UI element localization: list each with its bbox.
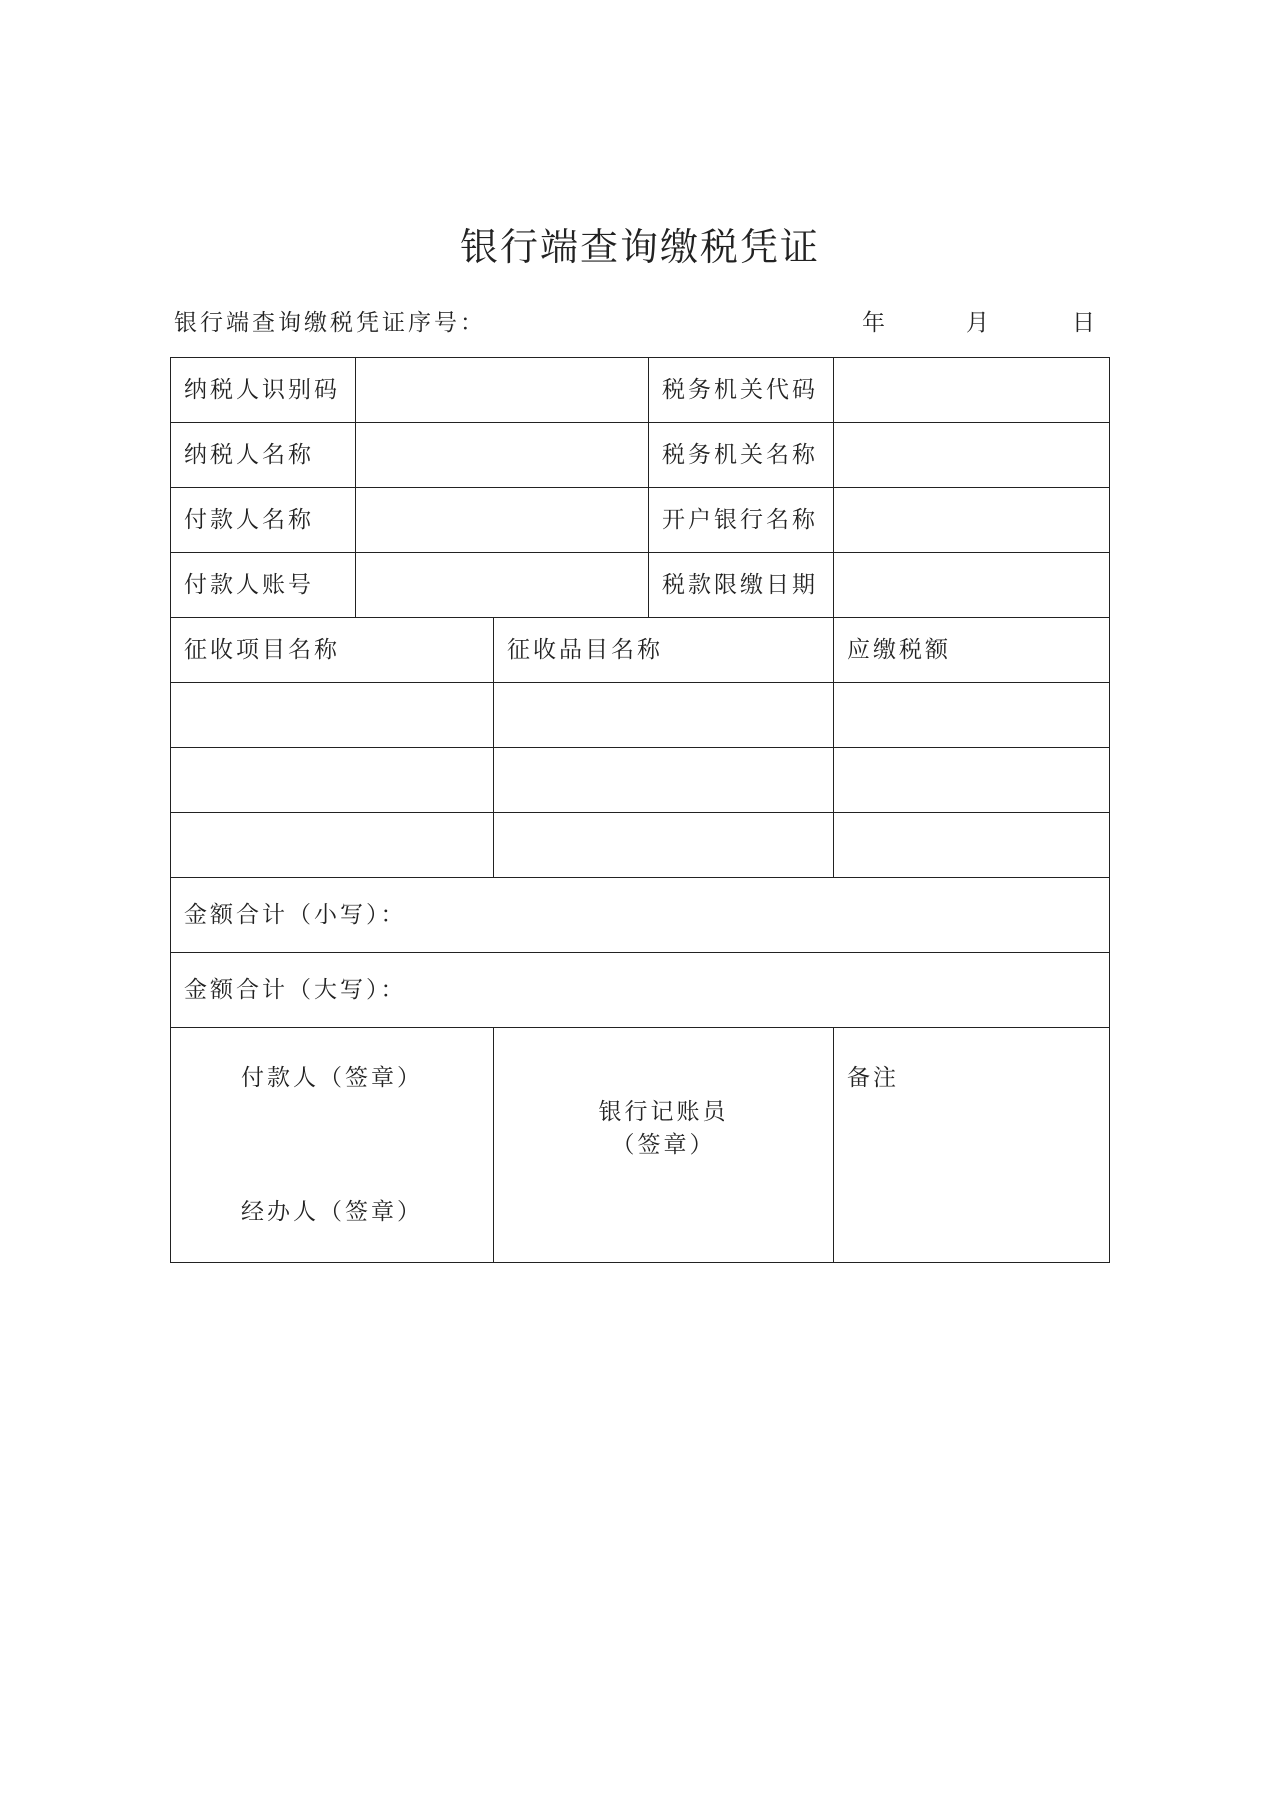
info-row [171, 423, 1110, 488]
table-row [171, 683, 1110, 748]
product-name-cell[interactable] [494, 813, 834, 878]
payer-signature-label: 付款人（签章） [241, 1065, 423, 1091]
date-year-label: 年 [862, 310, 885, 336]
product-name-header: 征收品目名称 [494, 618, 834, 683]
tax-amount-header: 应缴税额 [834, 618, 1110, 683]
tax-deadline-label: 税款限缴日期 [649, 553, 834, 618]
signature-row [171, 1028, 1110, 1263]
item-name-header: 征收项目名称 [171, 618, 494, 683]
taxpayer-name-field[interactable] [356, 423, 649, 488]
serial-number-label: 银行端查询缴税凭证序号： [174, 310, 486, 336]
date-day-label: 日 [1072, 310, 1095, 336]
tax-authority-name-label: 税务机关名称 [649, 423, 834, 488]
tax-amount-cell[interactable] [834, 813, 1110, 878]
info-row [171, 358, 1110, 423]
payer-account-field[interactable] [356, 553, 649, 618]
info-row [171, 488, 1110, 553]
taxpayer-name-label: 纳税人名称 [171, 423, 356, 488]
total-lowercase-label[interactable]: 金额合计（小写）： [171, 878, 1110, 953]
bank-clerk-label: 银行记账员 [598, 1099, 729, 1125]
document-title: 银行端查询缴税凭证 [459, 225, 820, 269]
payer-signature-cell[interactable] [171, 1028, 494, 1263]
bank-clerk-signature-cell[interactable] [494, 1028, 834, 1263]
date-month-label: 月 [966, 310, 989, 336]
product-name-cell[interactable] [494, 748, 834, 813]
items-header-row [171, 618, 1110, 683]
tax-deadline-field[interactable] [834, 553, 1110, 618]
remarks-label: 备注 [847, 1065, 899, 1091]
bank-clerk-seal-label: （签章） [611, 1132, 716, 1158]
total-uppercase-row [171, 953, 1110, 1028]
item-name-cell[interactable] [171, 683, 494, 748]
payer-name-label: 付款人名称 [171, 488, 356, 553]
tax-authority-code-label: 税务机关代码 [649, 358, 834, 423]
item-name-cell[interactable] [171, 813, 494, 878]
total-uppercase-label[interactable]: 金额合计（大写）： [171, 953, 1110, 1028]
tax-authority-code-field[interactable] [834, 358, 1110, 423]
payer-account-label: 付款人账号 [171, 553, 356, 618]
voucher-table [170, 357, 1110, 1263]
tax-amount-cell[interactable] [834, 748, 1110, 813]
bank-name-field[interactable] [834, 488, 1110, 553]
tax-amount-cell[interactable] [834, 683, 1110, 748]
item-name-cell[interactable] [171, 748, 494, 813]
handler-signature-label: 经办人（签章） [241, 1199, 423, 1225]
bank-name-label: 开户银行名称 [649, 488, 834, 553]
table-row [171, 748, 1110, 813]
payer-name-field[interactable] [356, 488, 649, 553]
tax-authority-name-field[interactable] [834, 423, 1110, 488]
taxpayer-id-field[interactable] [356, 358, 649, 423]
product-name-cell[interactable] [494, 683, 834, 748]
total-lowercase-row [171, 878, 1110, 953]
taxpayer-id-label: 纳税人识别码 [171, 358, 356, 423]
remarks-cell[interactable] [834, 1028, 1110, 1263]
table-row [171, 813, 1110, 878]
info-row [171, 553, 1110, 618]
